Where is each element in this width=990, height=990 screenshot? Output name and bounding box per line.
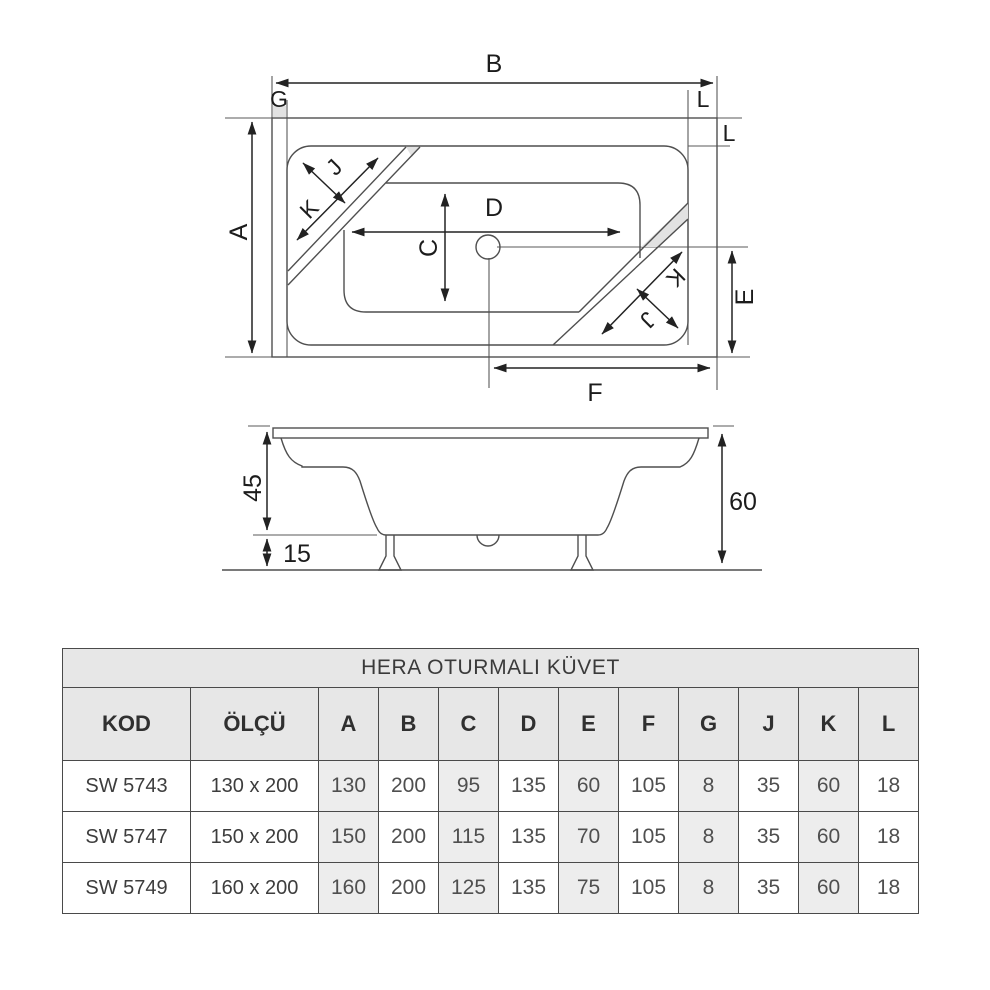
cell-kod: SW 5747 (63, 812, 191, 863)
cell-dim: 70 (559, 812, 619, 863)
table-title-row (63, 649, 919, 688)
cell-dim: 35 (739, 761, 799, 812)
cell-dim: 200 (379, 812, 439, 863)
cell-dim: 35 (739, 812, 799, 863)
tub-leg-left (379, 535, 401, 570)
side-view (222, 426, 762, 570)
cell-kod: SW 5749 (63, 863, 191, 914)
dim-label-j-bottom-right: J (634, 306, 662, 334)
cell-dim: 200 (379, 761, 439, 812)
cell-dim: 150 (319, 812, 379, 863)
dim-label-e: E (731, 288, 759, 306)
col-header-k: K (799, 688, 859, 761)
cell-dim: 135 (499, 761, 559, 812)
table-header-row (63, 688, 919, 761)
cell-dim: 130 (319, 761, 379, 812)
cell-dim: 160 (319, 863, 379, 914)
cell-dim: 60 (799, 812, 859, 863)
cell-olcu: 160 x 200 (191, 863, 319, 914)
col-header-kod: KOD (63, 688, 191, 761)
cell-dim: 135 (499, 863, 559, 914)
drain-bump (477, 535, 499, 546)
rim-profile (273, 428, 708, 438)
dim-label-g: G (270, 86, 288, 112)
dim-label-k-top-left: K (294, 194, 324, 224)
cell-dim: 200 (379, 863, 439, 914)
cell-dim: 60 (559, 761, 619, 812)
cell-dim: 8 (679, 863, 739, 914)
spec-table (62, 648, 919, 914)
tub-leg-right (571, 535, 593, 570)
cell-dim: 18 (859, 812, 919, 863)
dim-label-l-top: L (696, 86, 710, 112)
col-header-l: L (859, 688, 919, 761)
cell-olcu: 150 x 200 (191, 812, 319, 863)
dim-label-d: D (484, 194, 504, 222)
dim-label-a: A (225, 223, 253, 241)
dim-label-depth: 45 (239, 474, 267, 502)
col-header-g: G (679, 688, 739, 761)
tub-profile (281, 438, 699, 535)
cell-dim: 60 (799, 761, 859, 812)
dim-label-l-side: L (722, 120, 736, 146)
cell-dim: 105 (619, 761, 679, 812)
cell-dim: 105 (619, 812, 679, 863)
cell-dim: 135 (499, 812, 559, 863)
table-row (63, 863, 919, 914)
col-header-c: C (439, 688, 499, 761)
cell-dim: 95 (439, 761, 499, 812)
top-view (225, 50, 759, 407)
col-header-b: B (379, 688, 439, 761)
cell-dim: 8 (679, 761, 739, 812)
col-header-j: J (739, 688, 799, 761)
cell-dim: 105 (619, 863, 679, 914)
drain-hole (476, 235, 500, 259)
dim-label-height: 60 (729, 488, 757, 516)
cell-dim: 115 (439, 812, 499, 863)
dim-label-f: F (587, 379, 603, 407)
cell-dim: 75 (559, 863, 619, 914)
cell-dim: 35 (739, 863, 799, 914)
cell-dim: 60 (799, 863, 859, 914)
cell-dim: 18 (859, 863, 919, 914)
cell-dim: 18 (859, 761, 919, 812)
dim-label-b: B (485, 50, 503, 78)
dim-label-j-top-left: J (320, 153, 348, 181)
dim-label-c: C (415, 238, 443, 258)
dim-label-k-bottom-right: K (661, 263, 691, 293)
cell-dim: 8 (679, 812, 739, 863)
table-title: HERA OTURMALI KÜVET (63, 649, 919, 688)
col-header-f: F (619, 688, 679, 761)
table-row (63, 812, 919, 863)
table-row (63, 761, 919, 812)
cell-kod: SW 5743 (63, 761, 191, 812)
dim-label-clearance: 15 (283, 540, 311, 568)
tub-rim-edge (287, 146, 688, 345)
col-header-d: D (499, 688, 559, 761)
col-header-olcu: ÖLÇÜ (191, 688, 319, 761)
col-header-a: A (319, 688, 379, 761)
cell-olcu: 130 x 200 (191, 761, 319, 812)
cell-dim: 125 (439, 863, 499, 914)
col-header-e: E (559, 688, 619, 761)
